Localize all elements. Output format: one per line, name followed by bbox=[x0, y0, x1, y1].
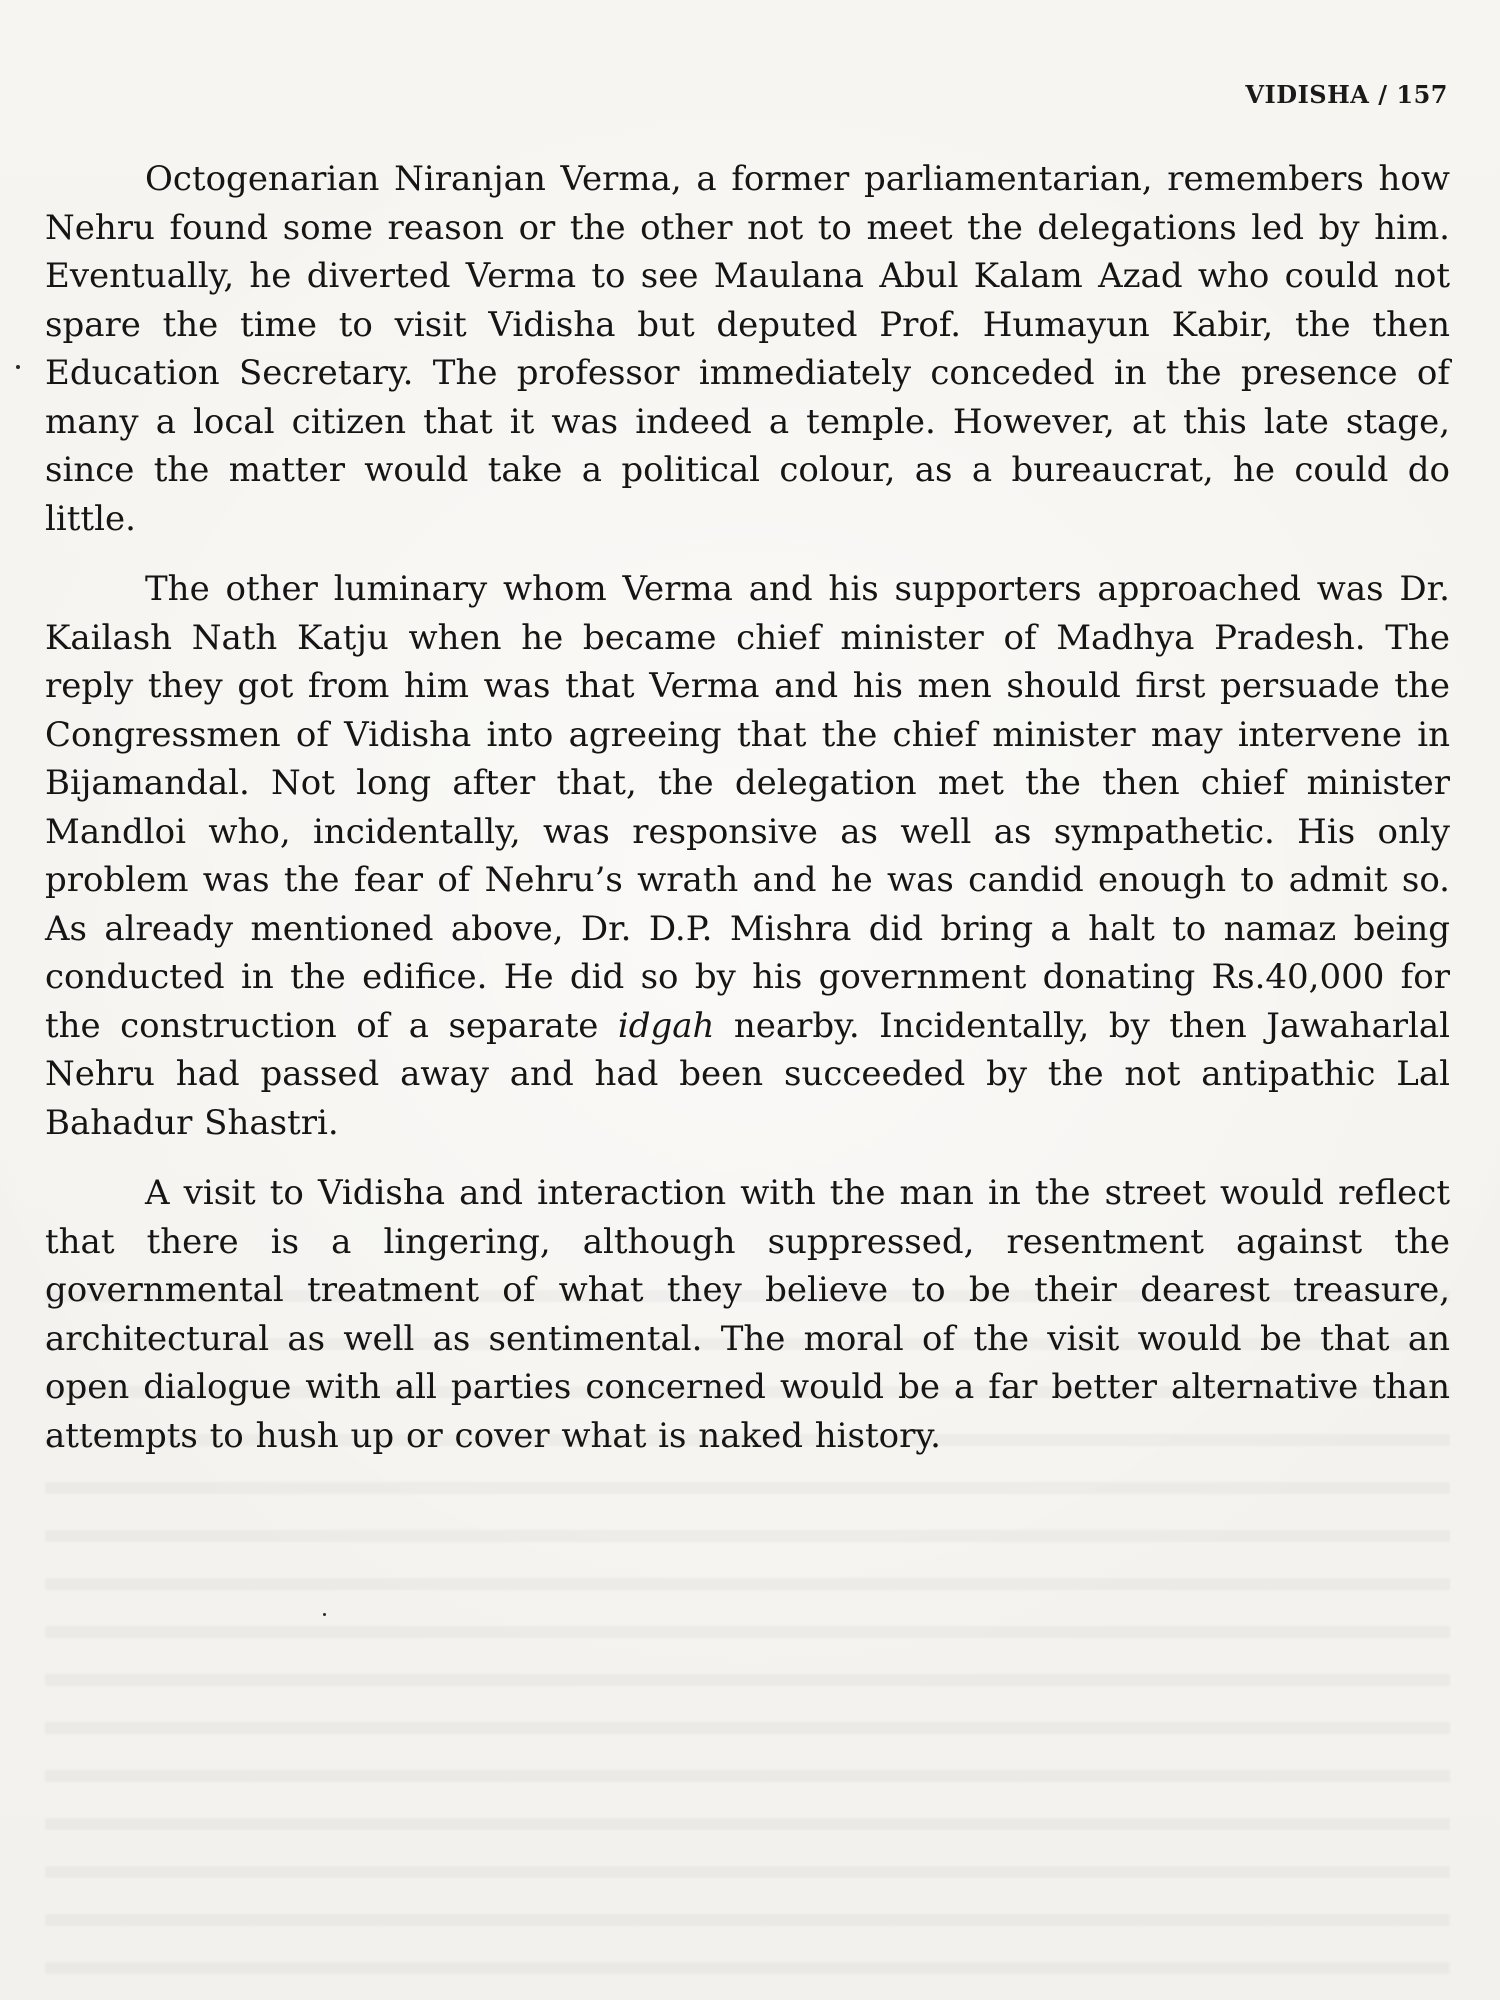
paragraph-1-text: Octogenarian Niranjan Verma, a former parliamentarian, remembers how Nehru found some reason or the other not to meet the delegations led by him. Eventually, he diverted Verma to see Maulana Abul Kalam Azad who could not spare the time to visit Vidisha but deputed Prof. Humayun Kabir, the then Education Secretary. The professor immediately conceded in the presence of many a local citizen that it was indeed a temple. However, at this late stage, since the matter would take a political colour, as a bureaucrat, he could do little. bbox=[45, 159, 1450, 539]
italic-word-idgah: idgah bbox=[617, 1005, 715, 1046]
paragraph-2-text-before-italic: The other luminary whom Verma and his supporters approached was Dr. Kailash Nath Katju when he became chief minister of Madhya Pradesh. The reply they got from him was that Verma and his men should first persuade the Congressmen of Vidisha into agreeing that the chief minister may intervene in Bijamandal. Not long after that, the delegation met the then chief minister Mandloi who, incidentally, was responsive as well as sympathetic. His only problem was the fear of Nehru’s wrath and he was candid enough to admit so. As already mentioned above, Dr. D.P. Mishra did bring a halt to namaz being conducted in the edifice. He did so by his government donating Rs.40,000 for the construction of a separate bbox=[45, 569, 1450, 1046]
paragraph-1 bbox=[45, 155, 1450, 543]
paragraph-2 bbox=[45, 565, 1450, 1147]
paragraph-3-text: A visit to Vidisha and interaction with the man in the street would reflect that there is a lingering, although suppressed, resentment against the governmental treatment of what they believe to be their dearest treasure, architectural as well as sentimental. The moral of the visit would be that an open dialogue with all parties concerned would be a far better alternative than attempts to hush up or cover what is naked history. bbox=[45, 1173, 1450, 1456]
page-body bbox=[45, 155, 1450, 1460]
small-dot-mark bbox=[323, 1613, 326, 1616]
margin-dot-mark bbox=[16, 365, 20, 369]
running-head: VIDISHA / 157 bbox=[1245, 80, 1448, 109]
paragraph-3 bbox=[45, 1169, 1450, 1460]
paragraph-2-text-after-italic: nearby. Incidentally, by then Jawaharlal Nehru had passed away and had been succeeded by the not antipathic Lal Bahadur Shastri. bbox=[45, 1005, 1450, 1143]
